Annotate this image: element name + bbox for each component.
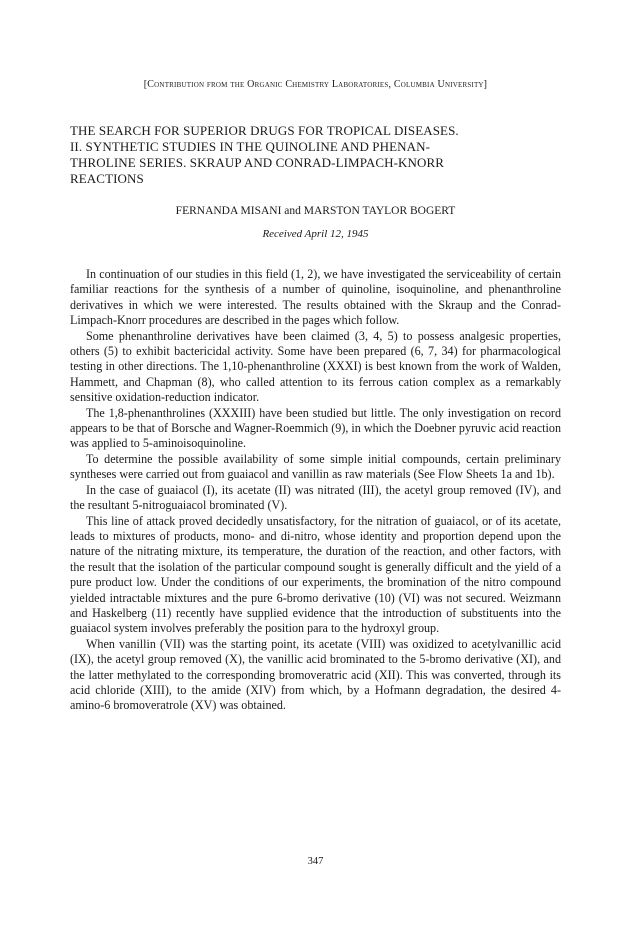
paragraph: This line of attack proved decidedly unsatisfactory, for the nitration of guaiacol, or of its acetate, leads to mixtures of products, mono- and di-nitro, whose identity and proportion depend upon the nature of the nitrating mixture, its temperature, the duration of the reaction, and other factors, with the result that the isolation of the particular compound sought is generally difficult and the yield of a pure product low. Under the conditions of our experiments, the bromination of the nitro compound yielded intractable mixtures and the pure 6-bromo derivative (10) (VI) was not secured. Weizmann and Haskelberg (11) recently have supplied evidence that the introduction of substituents into the guaiacol system involves preferably the position para to the hydroxyl group. <box>70 513 561 636</box>
paper-page <box>70 0 561 931</box>
paragraph: Some phenanthroline derivatives have been claimed (3, 4, 5) to possess analgesic properties, others (5) to exhibit bactericidal activity. Some have been prepared (6, 7, 34) for pharmacological testing in other directions. The 1,10-phenanthroline (XXXI) is best known from the work of Walden, Hammett, and Chapman (8), who called attention to its ferrous cation complex as a remarkably sensitive oxidation-reduction indicator. <box>70 328 561 405</box>
paragraph: In the case of guaiacol (I), its acetate (II) was nitrated (III), the acetyl group removed (IV), and the resultant 5-nitroguaiacol brominated (V). <box>70 482 561 513</box>
paragraph: To determine the possible availability of some simple initial compounds, certain preliminary syntheses were carried out from guaiacol and vanillin as raw materials (See Flow Sheets 1a and 1b). <box>70 451 561 482</box>
paragraph: The 1,8-phenanthrolines (XXXIII) have been studied but little. The only investigation on record appears to be that of Borsche and Wagner-Roemmich (9), in which the Doebner pyruvic acid reaction was applied to 5-aminoisoquinoline. <box>70 405 561 451</box>
page-number: 347 <box>307 856 324 867</box>
received-date: Received April 12, 1945 <box>262 228 369 240</box>
title-line: THE SEARCH FOR SUPERIOR DRUGS FOR TROPICAL DISEASES. <box>70 123 459 138</box>
title-line: II. SYNTHETIC STUDIES IN THE QUINOLINE AND PHENAN- <box>70 139 431 154</box>
body-text <box>70 267 561 714</box>
paragraph: When vanillin (VII) was the starting point, its acetate (VIII) was oxidized to acetylvanillic acid (IX), the acetyl group removed (X), the vanillic acid brominated to the 5-bromo derivative (XI), and the latter methylated to the corresponding bromoveratric acid (XII). This was converted, through its acid chloride (XIII), to the amide (XIV) from which, by a Hofmann degradation, the desired 4-amino-6 bromoveratrole (XV) was obtained. <box>70 636 561 713</box>
title-line: THROLINE SERIES. SKRAUP AND CONRAD-LIMPACH-KNORR <box>70 155 445 170</box>
paragraph: In continuation of our studies in this field (1, 2), we have investigated the serviceability of certain familiar reactions for the synthesis of a number of quinoline, isoquinoline, and phenanthroline derivatives in which we were interested. The results obtained with the Skraup and the Conrad-Limpach-Knorr procedures are described in the pages which follow. <box>70 267 561 328</box>
contribution-note: [Contribution from the Organic Chemistry Laboratories, Columbia University] <box>143 79 488 90</box>
authors: FERNANDA MISANI and MARSTON TAYLOR BOGERT <box>175 205 456 217</box>
paper-title <box>70 123 561 187</box>
title-line: REACTIONS <box>70 171 144 186</box>
